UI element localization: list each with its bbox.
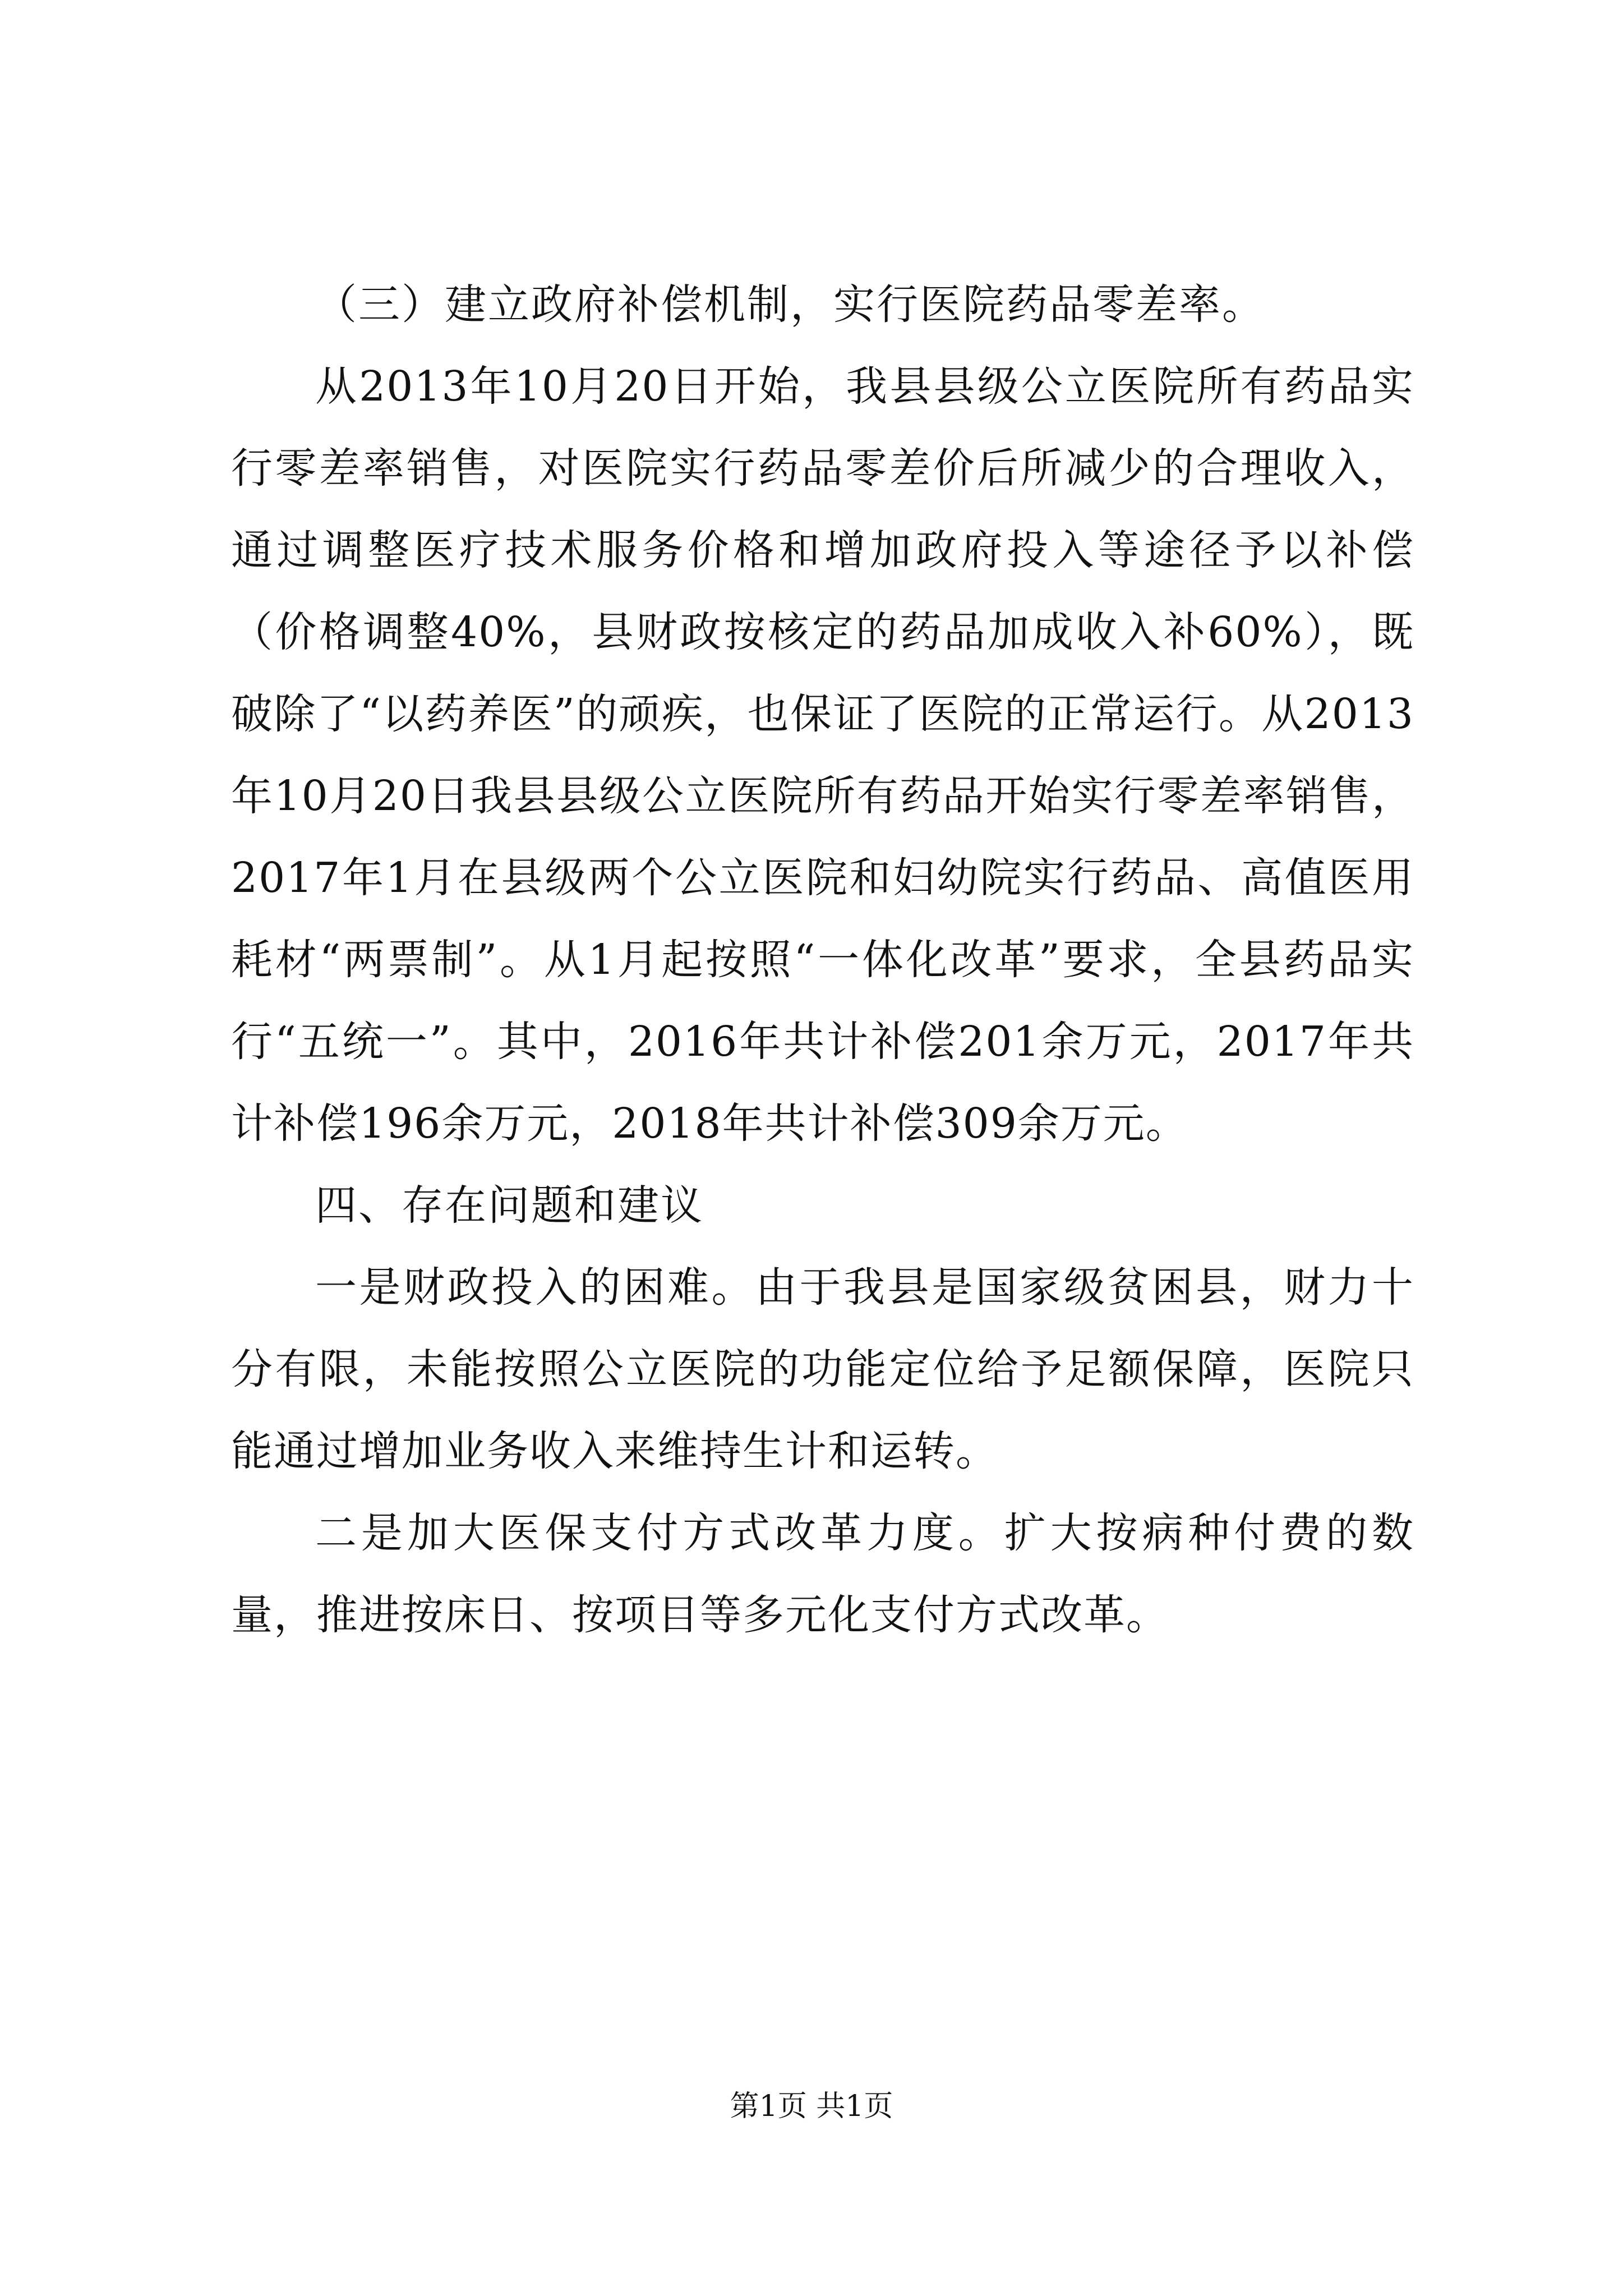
- document-body: [231, 264, 1414, 1656]
- section-heading-problems-suggestions: 四、存在问题和建议: [315, 1181, 704, 1230]
- section-heading-government-compensation: （三）建立政府补偿机制，实行医院药品零差率。: [315, 280, 1265, 329]
- paragraph-zero-markup-policy: 从2013年10月20日开始，我县县级公立医院所有药品实行零差率销售，对医院实行药品零差价后所减少的合理收入，通过调整医疗技术服务价格和增加政府投入等途径予以补偿（价格调整40%，县财政按核定的药品加成收入补60%），既破除了“以药养医”的顽疾，也保证了医院的正常运行。从2013年10月20日我县县级公立医院所有药品开始实行零差率销售，2017年1月在县级两个公立医院和妇幼院实行药品、高值医用耗材“两票制”。从1月起按照“一体化改革”要求，全县药品实行“五统一”。其中，2016年共计补偿201余万元，2017年共计补偿196余万元，2018年共计补偿309余万元。: [231, 362, 1414, 1148]
- page-number-footer: 第1页 共1页: [730, 2090, 893, 2123]
- paragraph-fiscal-difficulty: 一是财政投入的困难。由于我县是国家级贫困县，财力十分有限，未能按照公立医院的功能定位给予足额保障，医院只能通过增加业务收入来维持生计和运转。: [231, 1263, 1414, 1475]
- paragraph-payment-reform: 二是加大医保支付方式改革力度。扩大按病种付费的数量，推进按床日、按项目等多元化支付方式改革。: [231, 1509, 1414, 1639]
